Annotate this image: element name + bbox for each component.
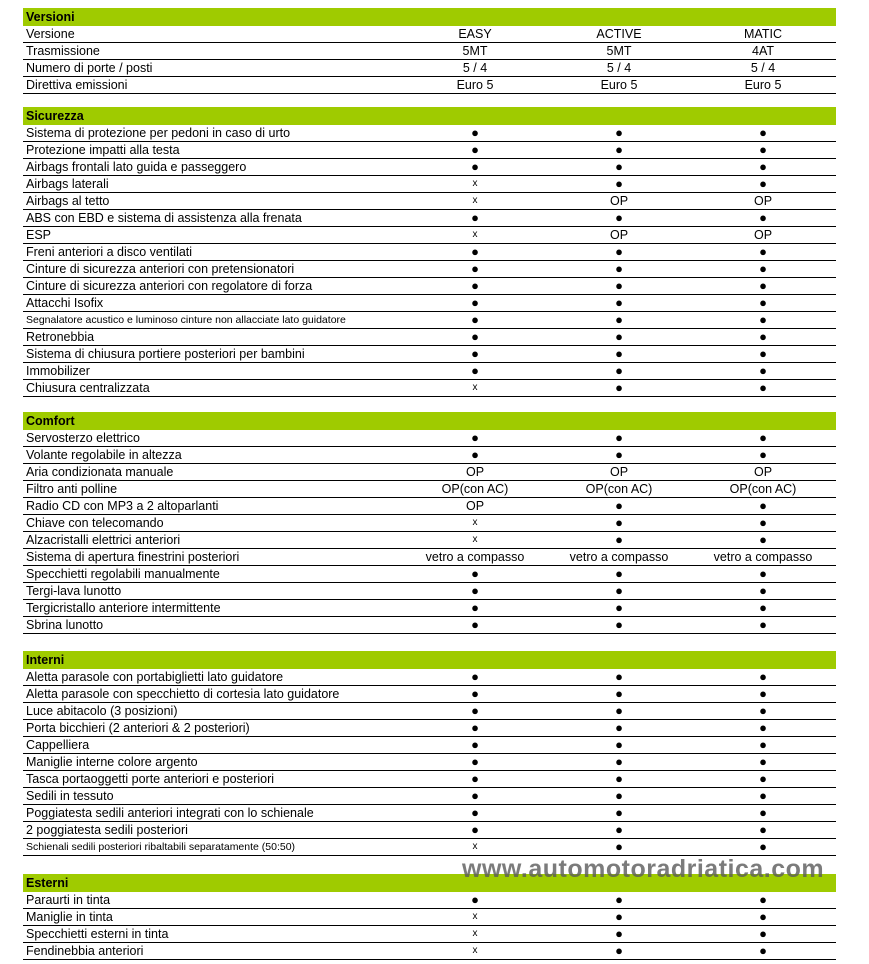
not-available-icon: x <box>472 928 478 939</box>
feature-label: ABS con EBD e sistema di assistenza alla frenata <box>26 211 302 225</box>
standard-dot-icon: ● <box>615 720 623 735</box>
standard-dot-icon: ● <box>759 346 767 361</box>
feature-label: Schienali sedili posteriori ribaltabili separatamente (50:50) <box>26 841 296 853</box>
table-row <box>23 329 836 346</box>
standard-dot-icon: ● <box>471 244 479 259</box>
feature-label: Trasmissione <box>26 44 100 58</box>
feature-label: Volante regolabile in altezza <box>26 448 182 462</box>
table-row <box>23 346 836 363</box>
standard-dot-icon: ● <box>615 159 623 174</box>
not-available-icon: x <box>472 841 478 852</box>
standard-dot-icon: ● <box>759 295 767 310</box>
feature-label: Airbags al tetto <box>26 194 110 208</box>
table-row <box>23 720 836 737</box>
feature-label: Sistema di chiusura portiere posteriori per bambini <box>26 347 305 361</box>
feature-label: Immobilizer <box>26 364 90 378</box>
table-row <box>23 244 836 261</box>
standard-dot-icon: ● <box>615 329 623 344</box>
standard-dot-icon: ● <box>759 771 767 786</box>
table-row <box>23 617 836 634</box>
standard-dot-icon: ● <box>759 329 767 344</box>
not-available-icon: x <box>472 195 478 206</box>
standard-dot-icon: ● <box>471 278 479 293</box>
standard-dot-icon: ● <box>615 363 623 378</box>
standard-dot-icon: ● <box>759 278 767 293</box>
table-row <box>23 464 836 481</box>
standard-dot-icon: ● <box>615 447 623 462</box>
standard-dot-icon: ● <box>615 788 623 803</box>
standard-dot-icon: ● <box>759 125 767 140</box>
standard-dot-icon: ● <box>615 839 623 854</box>
standard-dot-icon: ● <box>759 822 767 837</box>
standard-dot-icon: ● <box>759 926 767 941</box>
cell-value: vetro a compasso <box>569 550 669 564</box>
standard-dot-icon: ● <box>615 261 623 276</box>
not-available-icon: x <box>472 534 478 545</box>
not-available-icon: x <box>472 229 478 240</box>
standard-dot-icon: ● <box>759 909 767 924</box>
standard-dot-icon: ● <box>759 737 767 752</box>
table-row <box>23 839 836 856</box>
standard-dot-icon: ● <box>615 532 623 547</box>
standard-dot-icon: ● <box>759 515 767 530</box>
feature-label: Cinture di sicurezza anteriori con regolatore di forza <box>26 279 313 293</box>
standard-dot-icon: ● <box>471 600 479 615</box>
standard-dot-icon: ● <box>615 498 623 513</box>
standard-dot-icon: ● <box>471 261 479 276</box>
cell-value: Euro 5 <box>456 78 494 92</box>
standard-dot-icon: ● <box>615 686 623 701</box>
table-row <box>23 380 836 397</box>
standard-dot-icon: ● <box>615 703 623 718</box>
standard-dot-icon: ● <box>615 771 623 786</box>
feature-label: Sistema di apertura finestrini posteriori <box>26 550 240 564</box>
table-row <box>23 583 836 600</box>
table-row <box>23 669 836 686</box>
table-row <box>23 737 836 754</box>
cell-value: OP <box>465 499 485 513</box>
table-row <box>23 686 836 703</box>
standard-dot-icon: ● <box>471 583 479 598</box>
table-row <box>23 532 836 549</box>
section-header: Sicurezza <box>23 107 836 125</box>
table-row <box>23 43 836 60</box>
standard-dot-icon: ● <box>615 617 623 632</box>
feature-label: Servosterzo elettrico <box>26 431 140 445</box>
cell-value: OP <box>753 465 773 479</box>
standard-dot-icon: ● <box>759 617 767 632</box>
standard-dot-icon: ● <box>471 720 479 735</box>
standard-dot-icon: ● <box>471 892 479 907</box>
cell-value: OP <box>753 228 773 242</box>
table-row <box>23 261 836 278</box>
cell-value: EASY <box>458 27 492 41</box>
feature-label: Tergicristallo anteriore intermittente <box>26 601 221 615</box>
feature-label: Specchietti esterni in tinta <box>26 927 169 941</box>
standard-dot-icon: ● <box>471 822 479 837</box>
standard-dot-icon: ● <box>471 754 479 769</box>
feature-label: Tasca portaoggetti porte anteriori e posteriori <box>26 772 275 786</box>
feature-label: Luce abitacolo (3 posizioni) <box>26 704 178 718</box>
cell-value: vetro a compasso <box>713 550 813 564</box>
feature-label: Tergi-lava lunotto <box>26 584 122 598</box>
standard-dot-icon: ● <box>759 720 767 735</box>
feature-label: Sistema di protezione per pedoni in caso di urto <box>26 126 291 140</box>
table-row <box>23 278 836 295</box>
table-row <box>23 125 836 142</box>
standard-dot-icon: ● <box>615 312 623 327</box>
standard-dot-icon: ● <box>759 142 767 157</box>
table-row <box>23 549 836 566</box>
standard-dot-icon: ● <box>759 159 767 174</box>
table-row <box>23 295 836 312</box>
table-row <box>23 176 836 193</box>
feature-label: Fendinebbia anteriori <box>26 944 144 958</box>
table-row <box>23 210 836 227</box>
standard-dot-icon: ● <box>471 617 479 632</box>
table-row <box>23 515 836 532</box>
feature-label: Sedili in tessuto <box>26 789 114 803</box>
standard-dot-icon: ● <box>759 839 767 854</box>
feature-label: Maniglie in tinta <box>26 910 113 924</box>
table-row <box>23 447 836 464</box>
feature-label: Maniglie interne colore argento <box>26 755 198 769</box>
table-row <box>23 481 836 498</box>
table-row <box>23 60 836 77</box>
feature-label: Direttiva emissioni <box>26 78 128 92</box>
table-row <box>23 498 836 515</box>
standard-dot-icon: ● <box>615 244 623 259</box>
standard-dot-icon: ● <box>615 943 623 958</box>
feature-label: Sbrina lunotto <box>26 618 104 632</box>
feature-label: Segnalatore acustico e luminoso cinture non allacciate lato guidatore <box>26 314 346 326</box>
table-row <box>23 159 836 176</box>
feature-label: Airbags laterali <box>26 177 109 191</box>
section-header: Interni <box>23 651 836 669</box>
standard-dot-icon: ● <box>471 805 479 820</box>
feature-label: Aletta parasole con portabiglietti lato guidatore <box>26 670 284 684</box>
not-available-icon: x <box>472 178 478 189</box>
standard-dot-icon: ● <box>759 566 767 581</box>
standard-dot-icon: ● <box>759 686 767 701</box>
standard-dot-icon: ● <box>471 329 479 344</box>
table-row <box>23 909 836 926</box>
standard-dot-icon: ● <box>759 600 767 615</box>
feature-label: Porta bicchieri (2 anteriori & 2 posteriori) <box>26 721 250 735</box>
section-header: Esterni <box>23 874 836 892</box>
not-available-icon: x <box>472 517 478 528</box>
standard-dot-icon: ● <box>471 686 479 701</box>
standard-dot-icon: ● <box>759 363 767 378</box>
standard-dot-icon: ● <box>759 703 767 718</box>
section-header: Comfort <box>23 412 836 430</box>
standard-dot-icon: ● <box>759 447 767 462</box>
standard-dot-icon: ● <box>759 754 767 769</box>
cell-value: vetro a compasso <box>425 550 525 564</box>
cell-value: OP(con AC) <box>729 482 797 496</box>
standard-dot-icon: ● <box>471 295 479 310</box>
not-available-icon: x <box>472 911 478 922</box>
feature-label: Filtro anti polline <box>26 482 118 496</box>
standard-dot-icon: ● <box>615 278 623 293</box>
standard-dot-icon: ● <box>759 380 767 395</box>
watermark: www.automotoradriatica.com <box>462 855 825 883</box>
feature-label: Radio CD con MP3 a 2 altoparlanti <box>26 499 219 513</box>
standard-dot-icon: ● <box>615 142 623 157</box>
standard-dot-icon: ● <box>471 142 479 157</box>
standard-dot-icon: ● <box>471 669 479 684</box>
feature-label: Chiusura centralizzata <box>26 381 150 395</box>
standard-dot-icon: ● <box>615 430 623 445</box>
cell-value: OP <box>465 465 485 479</box>
standard-dot-icon: ● <box>615 176 623 191</box>
table-row <box>23 600 836 617</box>
standard-dot-icon: ● <box>759 532 767 547</box>
cell-value: 5 / 4 <box>606 61 632 75</box>
table-row <box>23 430 836 447</box>
standard-dot-icon: ● <box>759 210 767 225</box>
cell-value: OP(con AC) <box>585 482 653 496</box>
standard-dot-icon: ● <box>615 583 623 598</box>
standard-dot-icon: ● <box>615 566 623 581</box>
standard-dot-icon: ● <box>471 737 479 752</box>
standard-dot-icon: ● <box>615 737 623 752</box>
table-row <box>23 77 836 94</box>
feature-label: Alzacristalli elettrici anteriori <box>26 533 181 547</box>
table-row <box>23 193 836 210</box>
section-sicurezza <box>23 107 836 397</box>
standard-dot-icon: ● <box>615 892 623 907</box>
table-row <box>23 805 836 822</box>
cell-value: OP <box>609 465 629 479</box>
standard-dot-icon: ● <box>471 312 479 327</box>
feature-label: ESP <box>26 228 52 242</box>
feature-label: Paraurti in tinta <box>26 893 111 907</box>
standard-dot-icon: ● <box>471 346 479 361</box>
not-available-icon: x <box>472 382 478 393</box>
feature-label: Protezione impatti alla testa <box>26 143 180 157</box>
cell-value: ACTIVE <box>596 27 642 41</box>
standard-dot-icon: ● <box>615 669 623 684</box>
table-row <box>23 943 836 960</box>
standard-dot-icon: ● <box>615 754 623 769</box>
feature-label: Versione <box>26 27 75 41</box>
feature-label: Chiave con telecomando <box>26 516 164 530</box>
cell-value: 4AT <box>752 44 774 58</box>
standard-dot-icon: ● <box>471 447 479 462</box>
standard-dot-icon: ● <box>615 600 623 615</box>
standard-dot-icon: ● <box>471 363 479 378</box>
standard-dot-icon: ● <box>615 805 623 820</box>
standard-dot-icon: ● <box>615 822 623 837</box>
cell-value: OP <box>609 194 629 208</box>
section-versioni <box>23 8 836 94</box>
standard-dot-icon: ● <box>615 380 623 395</box>
cell-value: OP <box>609 228 629 242</box>
standard-dot-icon: ● <box>759 176 767 191</box>
cell-value: Euro 5 <box>600 78 638 92</box>
feature-label: Aria condizionata manuale <box>26 465 174 479</box>
standard-dot-icon: ● <box>471 771 479 786</box>
cell-value: OP(con AC) <box>441 482 509 496</box>
table-row <box>23 926 836 943</box>
table-row <box>23 822 836 839</box>
table-row <box>23 312 836 329</box>
standard-dot-icon: ● <box>759 583 767 598</box>
table-row <box>23 892 836 909</box>
feature-label: Airbags frontali lato guida e passeggero <box>26 160 247 174</box>
table-row <box>23 754 836 771</box>
table-row <box>23 771 836 788</box>
feature-label: Poggiatesta sedili anteriori integrati con lo schienale <box>26 806 314 820</box>
cell-value: 5MT <box>606 44 632 58</box>
feature-label: Attacchi Isofix <box>26 296 104 310</box>
cell-value: MATIC <box>744 27 782 41</box>
cell-value: 5MT <box>462 44 488 58</box>
standard-dot-icon: ● <box>759 244 767 259</box>
standard-dot-icon: ● <box>615 295 623 310</box>
section-esterni <box>23 874 836 960</box>
feature-label: Retronebbia <box>26 330 95 344</box>
standard-dot-icon: ● <box>471 125 479 140</box>
feature-label: Aletta parasole con specchietto di cortesia lato guidatore <box>26 687 340 701</box>
standard-dot-icon: ● <box>615 125 623 140</box>
feature-label: Specchietti regolabili manualmente <box>26 567 220 581</box>
standard-dot-icon: ● <box>759 805 767 820</box>
standard-dot-icon: ● <box>471 430 479 445</box>
standard-dot-icon: ● <box>471 210 479 225</box>
table-row <box>23 26 836 43</box>
table-row <box>23 363 836 380</box>
standard-dot-icon: ● <box>759 943 767 958</box>
section-header: Versioni <box>23 8 836 26</box>
cell-value: OP <box>753 194 773 208</box>
standard-dot-icon: ● <box>615 515 623 530</box>
cell-value: 5 / 4 <box>462 61 488 75</box>
feature-label: Cinture di sicurezza anteriori con pretensionatori <box>26 262 295 276</box>
standard-dot-icon: ● <box>759 498 767 513</box>
standard-dot-icon: ● <box>759 430 767 445</box>
standard-dot-icon: ● <box>615 346 623 361</box>
section-interni <box>23 651 836 856</box>
table-row <box>23 566 836 583</box>
standard-dot-icon: ● <box>471 788 479 803</box>
standard-dot-icon: ● <box>759 669 767 684</box>
feature-label: 2 poggiatesta sedili posteriori <box>26 823 188 837</box>
not-available-icon: x <box>472 945 478 956</box>
standard-dot-icon: ● <box>471 566 479 581</box>
section-comfort <box>23 412 836 634</box>
feature-label: Numero di porte / posti <box>26 61 153 75</box>
standard-dot-icon: ● <box>615 909 623 924</box>
table-row <box>23 703 836 720</box>
standard-dot-icon: ● <box>759 261 767 276</box>
standard-dot-icon: ● <box>615 926 623 941</box>
cell-value: Euro 5 <box>744 78 782 92</box>
standard-dot-icon: ● <box>471 703 479 718</box>
standard-dot-icon: ● <box>759 788 767 803</box>
table-row <box>23 227 836 244</box>
cell-value: 5 / 4 <box>750 61 776 75</box>
standard-dot-icon: ● <box>759 312 767 327</box>
feature-label: Freni anteriori a disco ventilati <box>26 245 193 259</box>
standard-dot-icon: ● <box>471 159 479 174</box>
standard-dot-icon: ● <box>759 892 767 907</box>
table-row <box>23 142 836 159</box>
table-row <box>23 788 836 805</box>
standard-dot-icon: ● <box>615 210 623 225</box>
feature-label: Cappelliera <box>26 738 90 752</box>
